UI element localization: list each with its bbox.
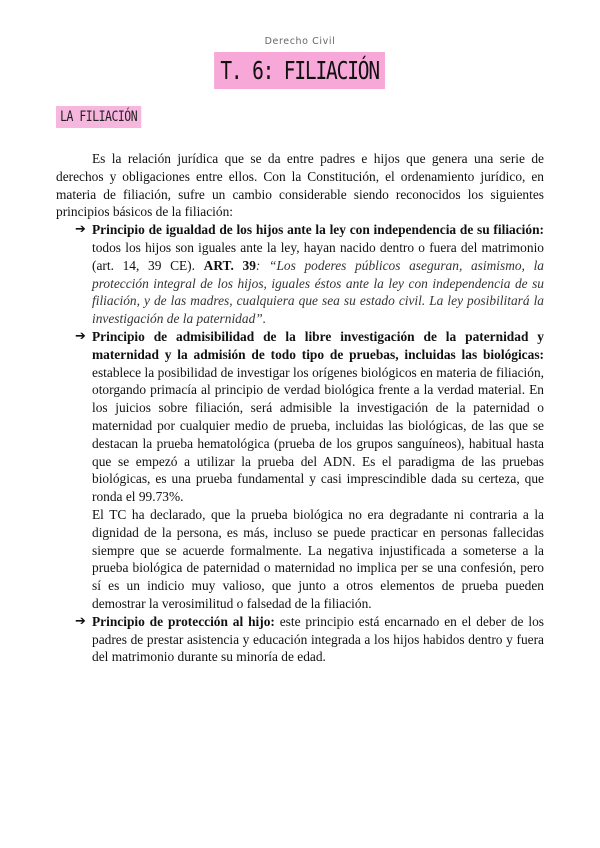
principle-paragraph bbox=[92, 613, 544, 666]
principle-title: Principio de admisibilidad de la libre investigación de la paternidad y maternidad y la admisión de todo tipo de pruebas, incluidas las biológicas: bbox=[92, 328, 544, 362]
title-container bbox=[0, 52, 600, 89]
principle-item-investigacion bbox=[56, 328, 544, 613]
arrow-bullet-icon: ➔ bbox=[75, 613, 86, 629]
principle-paragraph bbox=[92, 221, 544, 328]
principle-item-proteccion bbox=[56, 613, 544, 666]
principle-text: todos los hijos son iguales ante la ley, hayan nacido dentro o fuera del matrimonio (art. 14, 39 CE). bbox=[92, 239, 544, 273]
article-reference: ART. 39 bbox=[203, 257, 256, 273]
arrow-bullet-icon: ➔ bbox=[75, 222, 86, 238]
principle-extra-paragraph: El TC ha declarado, que la prueba biológica no era degradante ni contraria a la dignidad de la persona, es más, incluso se puede practicar en personas fallecidas siempre que se acuerde formalmente. La negativa injustificada a someterse a la prueba biológica de paternidad o maternidad no implica per se una confesión, pero sí es un indicio muy valioso, que junto a otros elementos de prueba pueden demostrar la verosimilitud o falsedad de la filiación. bbox=[92, 506, 544, 611]
principle-paragraph bbox=[92, 328, 544, 506]
arrow-bullet-icon: ➔ bbox=[75, 328, 86, 344]
principle-item-igualdad bbox=[56, 221, 544, 328]
section-heading: LA FILIACIÓN bbox=[56, 106, 141, 128]
course-name: Derecho Civil bbox=[264, 36, 336, 47]
principles-list bbox=[56, 221, 544, 666]
principle-title: Principio de igualdad de los hijos ante la ley con independencia de su filiación: bbox=[92, 222, 544, 238]
page-title: T. 6: FILIACIÓN bbox=[214, 52, 385, 89]
principle-text: establece la posibilidad de investigar los orígenes biológicos en materia de filiación, otorgando primacía al principio de verdad biológica frente a la verdad material. En los juicios sobre filiación, será admisible la investigación de la paternidad o maternidad por cualquier medio de prueba, incluidas las biológicas, de las que se destacan la prueba hematológica (prueba de los grupos sanguíneos), habitual hasta que se empezó a utilizar la prueba del ADN. Es el paradigma de las pruebas biológicas, es una prueba fundamental y casi imprescindible dada su certeza, que ronda el 99.73%. bbox=[92, 364, 544, 505]
intro-paragraph: Es la relación jurídica que se da entre padres e hijos que genera una serie de derechos y obligaciones entre ellos. Con la Constitución, el ordenamiento jurídico, en materia de filiación, sufre un cambio considerable siendo reconocidos los siguientes principios básicos de la filiación: bbox=[56, 151, 544, 220]
document-body bbox=[56, 150, 544, 666]
article-quote: : “Los poderes públicos aseguran, asimismo, la protección integral de los hijos, iguales éstos ante la ley con independencia de su filiación, y de las madres, cualquiera que sea su estado civil. La ley posibilitará la investigación de la paternidad”. bbox=[92, 257, 544, 327]
section-container bbox=[56, 106, 160, 128]
principle-title: Principio de protección al hijo: bbox=[92, 613, 275, 629]
principle-text: este principio está encarnado en el deber de los padres de prestar asistencia y educación integrada a los hijos habidos dentro y fuera del matrimonio durante su minoría de edad. bbox=[92, 613, 544, 665]
